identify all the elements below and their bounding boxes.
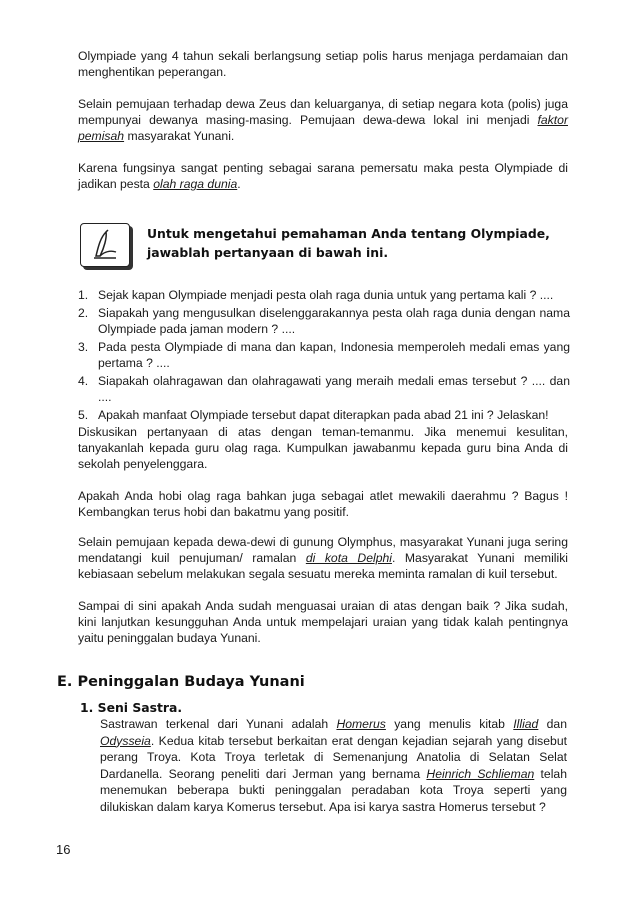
emphasis-illiad: Illiad bbox=[513, 717, 539, 731]
emphasis-olah-raga-dunia: olah raga dunia bbox=[153, 177, 238, 191]
paragraph-seni-sastra: Sastrawan terkenal dari Yunani adalah Homerus yang menulis kitab Illiad dan Odysseia. Kedua kitab tersebut berkaitan erat dengan kejadian sejarah yang disebut perang Troya. Kota Troya terletak di Semenanjung Anatolia di Selatan Selat Dardanella. Seorang peneliti dari Jerman yang bernama Heinrich Schlieman telah menemukan beberapa bukti peninggalan peradaban kota Troya seperti yang dilukiskan dalam karya Komerus tersebut. Apa isi karya sastra Homerus tersebut ? bbox=[100, 717, 567, 814]
paragraph-delphi: Selain pemujaan kepada dewa-dewi di gunung Olymphus, masyarakat Yunani juga sering mendatangi kuil penujuman/ ramalan di kota Delphi. Masyarakat Yunani memiliki kebiasaan sebelum melakukan segala sesuatu mereka meminta ramalan di kuil tersebut. bbox=[78, 535, 568, 581]
question-item: 1. Sejak kapan Olympiade menjadi pesta olah raga dunia untuk yang pertama kali ? .... bbox=[78, 288, 554, 302]
question-item: 5. Apakah manfaat Olympiade tersebut dapat diterapkan pada abad 21 ini ? Jelaskan! bbox=[78, 408, 549, 422]
paragraph-continue: Sampai di sini apakah Anda sudah menguasai uraian di atas dengan baik ? Jika sudah, kini lanjutkan kesungguhan Anda untuk mempelajari uraian yang tidak kalah pentingnya yaitu peninggalan budaya Yunani. bbox=[78, 599, 568, 645]
pen-paper-icon-graphic bbox=[88, 228, 122, 262]
emphasis-faktor-pemisah: faktor pemisah bbox=[78, 113, 568, 143]
instruction-text: Untuk mengetahui pemahaman Anda tentang Olympiade, jawablah pertanyaan di bawah ini. bbox=[147, 226, 550, 260]
emphasis-odysseia: Odysseia bbox=[100, 733, 151, 748]
paragraph-hobby: Apakah Anda hobi olag raga bahkan juga sebagai atlet mewakili daerahmu ? Bagus ! Kembangkan terus hobi dan bakatmu yang positif. bbox=[78, 489, 568, 519]
paragraph-local-gods: Selain pemujaan terhadap dewa Zeus dan keluarganya, di setiap negara kota (polis) juga mempunyai dewanya masing-masing. Pemujaan dewa-dewa lokal ini menjadi faktor pemisah masyarakat Yunani. bbox=[78, 97, 568, 143]
section-title: E. Peninggalan Budaya Yunani bbox=[57, 674, 305, 690]
paragraph-discussion: Diskusikan pertanyaan di atas dengan teman-temanmu. Jika menemui kesulitan, tanyakanlah kepada guru olag raga. Kumpulkan jawabanmu kepada guru bina Anda di sekolah penyelenggara. bbox=[78, 425, 568, 471]
paragraph-unifier: Karena fungsinya sangat penting sebagai sarana pemersatu maka pesta Olympiade di jadikan pesta olah raga dunia. bbox=[78, 161, 568, 191]
emphasis-homerus: Homerus bbox=[336, 717, 386, 731]
question-item: 2. Siapakah yang mengusulkan diselenggarakannya pesta olah raga dunia dengan nama Olympiade pada jaman modern ? .... bbox=[78, 306, 570, 336]
question-item: 4. Siapakah olahragawan dan olahragawati yang meraih medali emas tersebut ? .... dan .... bbox=[78, 374, 570, 404]
page-number: 16 bbox=[56, 842, 71, 857]
question-list bbox=[78, 287, 570, 425]
pen-paper-icon bbox=[80, 223, 130, 267]
emphasis-schlieman: Heinrich Schlieman bbox=[426, 766, 535, 781]
emphasis-kota-delphi: di kota Delphi bbox=[305, 551, 392, 565]
question-item: 3. Pada pesta Olympiade di mana dan kapan, Indonesia memperoleh medali emas yang pertama ? .... bbox=[78, 340, 570, 370]
paragraph-olympiade-peace: Olympiade yang 4 tahun sekali berlangsung setiap polis harus menjaga perdamaian dan menghentikan peperangan. bbox=[78, 49, 568, 79]
subsection-title: 1. Seni Sastra. bbox=[80, 700, 183, 715]
